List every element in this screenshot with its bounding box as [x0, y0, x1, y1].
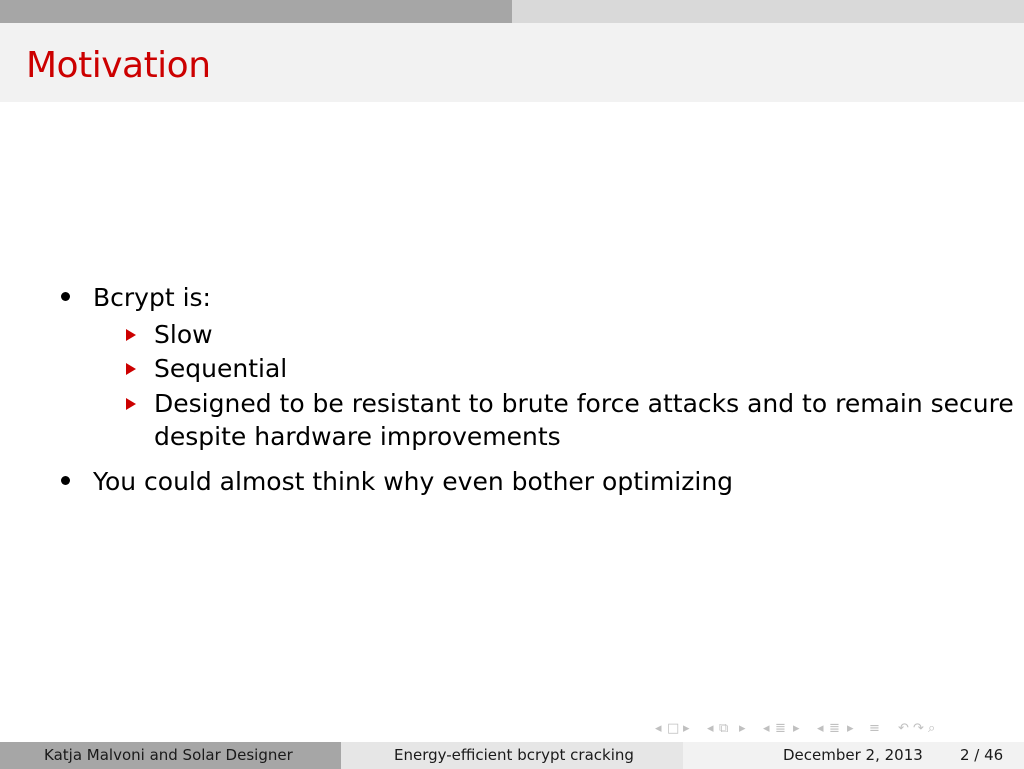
prev-arrow-icon[interactable]: ◂	[817, 721, 824, 736]
bullet-text: Bcrypt is:	[93, 283, 211, 312]
sub-bullet-text: Sequential	[154, 354, 288, 383]
bullet-item	[93, 466, 733, 498]
progress-bar-fill	[0, 0, 512, 23]
footer-title-cell	[341, 742, 683, 769]
prev-arrow-icon[interactable]: ◂	[655, 721, 662, 736]
triangle-bullet-icon	[126, 398, 136, 410]
next-arrow-icon[interactable]: ▸	[793, 721, 800, 736]
next-arrow-icon[interactable]: ▸	[847, 721, 854, 736]
frame-title: Motivation	[26, 45, 211, 86]
undo-icon[interactable]: ↷	[913, 721, 924, 736]
page-number: 2 / 46	[960, 746, 1004, 764]
sub-bullet-item	[154, 318, 213, 351]
progress-bar	[0, 0, 1024, 23]
prev-arrow-icon[interactable]: ◂	[707, 721, 714, 736]
document-icon[interactable]: ≣	[829, 721, 840, 736]
bullet-dot-icon	[61, 476, 70, 485]
sub-bullet-text: despite hardware improvements	[154, 422, 561, 451]
next-arrow-icon[interactable]: ▸	[739, 721, 746, 736]
sub-bullet-text: Designed to be resistant to brute force attacks and to remain secure	[154, 389, 1014, 418]
sub-bullet-continuation	[154, 420, 561, 453]
bullet-item	[93, 282, 211, 314]
footer-author: Katja Malvoni and Solar Designer	[44, 746, 293, 764]
footer-date-cell	[683, 742, 1024, 769]
sub-bullet-item	[154, 352, 287, 385]
section-icon[interactable]: ≣	[775, 721, 786, 736]
triangle-bullet-icon	[126, 363, 136, 375]
subsection-icon[interactable]: ⧉	[719, 721, 729, 736]
sub-bullet-text: Slow	[154, 320, 213, 349]
next-arrow-icon[interactable]: ▸	[683, 721, 690, 736]
sub-bullet-item	[154, 387, 1014, 420]
footer-title: Energy-efficient bcrypt cracking	[394, 746, 634, 764]
back-icon[interactable]: ↶	[898, 721, 909, 736]
align-icon[interactable]: ≡	[869, 721, 880, 736]
search-icon[interactable]: ⌕	[928, 721, 936, 736]
bullet-text: You could almost think why even bother optimizing	[93, 467, 734, 496]
frame-icon[interactable]: □	[667, 721, 680, 736]
footer	[0, 742, 1024, 769]
prev-arrow-icon[interactable]: ◂	[763, 721, 770, 736]
footer-date: December 2, 2013	[783, 746, 923, 764]
triangle-bullet-icon	[126, 329, 136, 341]
footer-author-cell	[0, 742, 341, 769]
bullet-dot-icon	[61, 292, 70, 301]
